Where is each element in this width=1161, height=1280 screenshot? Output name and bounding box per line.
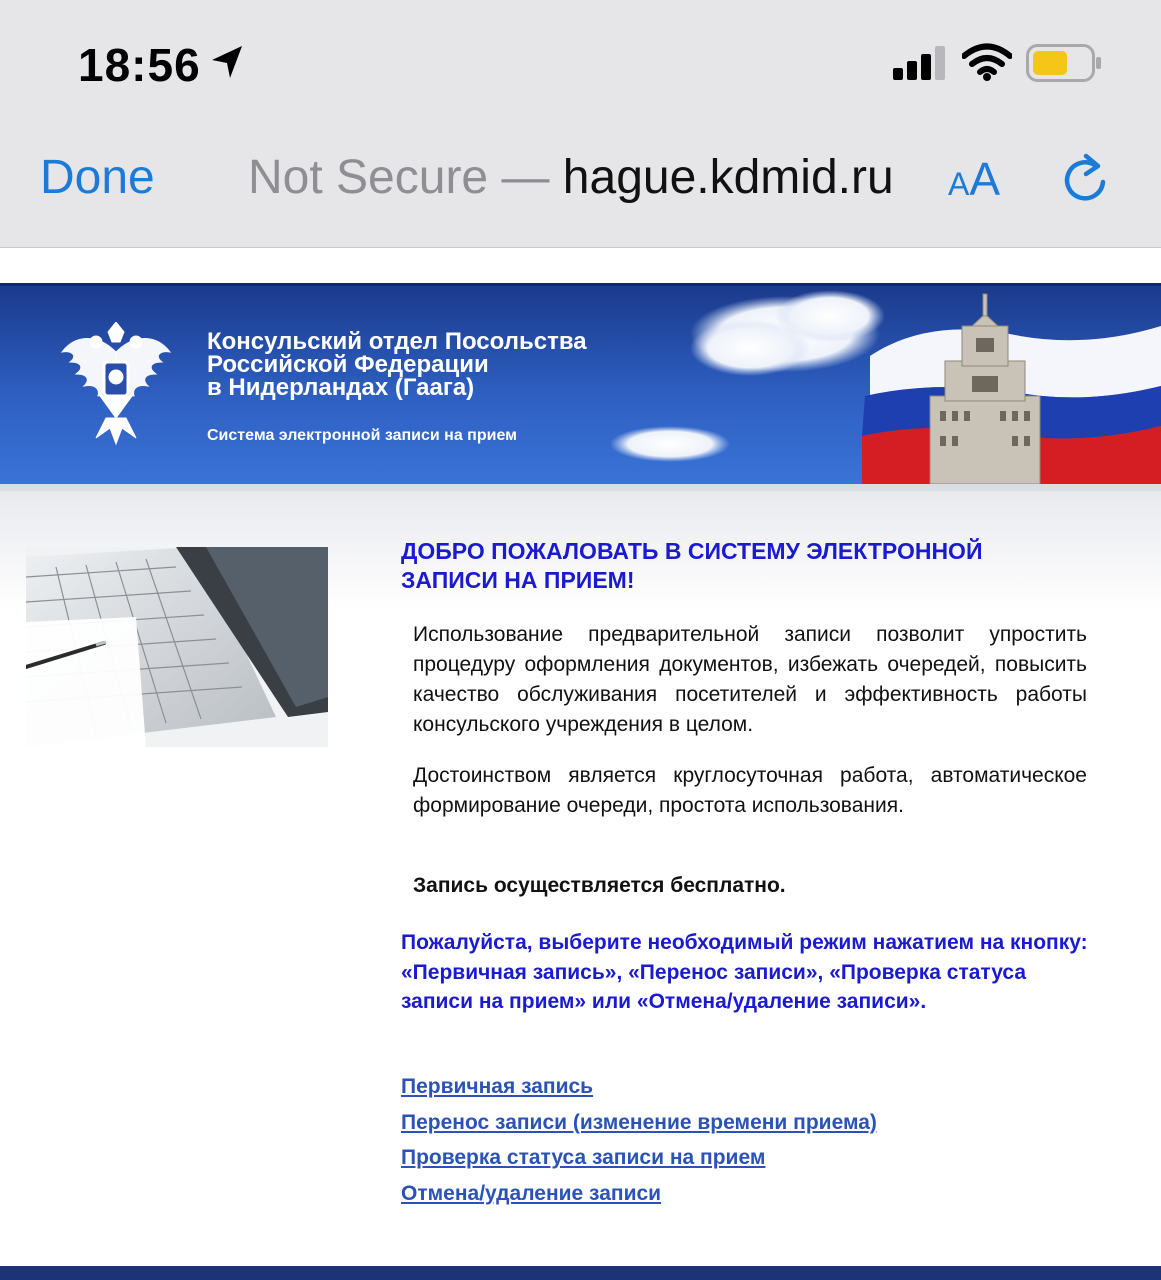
footer-bar (0, 1266, 1161, 1280)
banner-title-line3: в Нидерландах (Гаага) (207, 374, 475, 401)
link-primary-appointment[interactable]: Первичная запись (401, 1075, 594, 1098)
banner-title (207, 330, 647, 399)
welcome-heading: ДОБРО ПОЖАЛОВАТЬ В СИСТЕМУ ЭЛЕКТРОННОЙ ЗАПИСИ НА ПРИЕМ! (401, 538, 983, 593)
link-reschedule-appointment[interactable]: Перенос записи (изменение времени приема) (401, 1110, 877, 1134)
wifi-icon (962, 43, 1012, 81)
reload-icon[interactable] (1062, 152, 1110, 204)
done-button[interactable]: Done (40, 151, 155, 204)
cellular-signal-icon (893, 46, 947, 80)
coat-of-arms-icon (56, 322, 176, 448)
browser-chrome (0, 0, 1161, 248)
address-bar[interactable] (248, 150, 894, 205)
text-size-button[interactable] (948, 152, 1000, 206)
banner-bottom-border (0, 484, 1161, 491)
laptop-image (26, 547, 328, 747)
flag-and-building-image (600, 286, 1161, 484)
free-note: Запись осуществляется бесплатно. (413, 874, 786, 897)
paragraph-advantages: Достоинством является круглосуточная работа, автоматическое формирование очереди, простота использования. (413, 764, 1087, 817)
link-cancel-appointment[interactable]: Отмена/удаление записи (401, 1181, 662, 1205)
text-size-small: A (948, 166, 970, 202)
status-time: 18:56 (78, 39, 201, 91)
banner-title-line2: Российской Федерации (207, 351, 489, 378)
host-label: hague.kdmid.ru (562, 151, 894, 204)
banner-title-line1: Консульский отдел Посольства (207, 328, 587, 355)
security-label: Not Secure — (248, 151, 550, 204)
paragraph-benefits: Использование предварительной записи позволит упростить процедуру оформления документов, избежать очередей, повысить качество обслуживания посетителей и эффективность работы консульского учреждения в целом. (413, 623, 1087, 736)
location-arrow-icon (210, 44, 244, 80)
site-banner (0, 286, 1161, 484)
text-size-big: A (969, 153, 1001, 205)
instruction-text: Пожалуйста, выберите необходимый режим нажатием на кнопку: «Первичная запись», «Перенос записи», «Проверка статуса записи на прием» или «Отмена/удаление записи». (401, 931, 1088, 1013)
battery-icon (1026, 44, 1102, 82)
link-check-status[interactable]: Проверка статуса записи на прием (401, 1146, 766, 1169)
banner-subtitle: Система электронной записи на прием (207, 427, 517, 444)
mode-links (401, 1069, 877, 1211)
